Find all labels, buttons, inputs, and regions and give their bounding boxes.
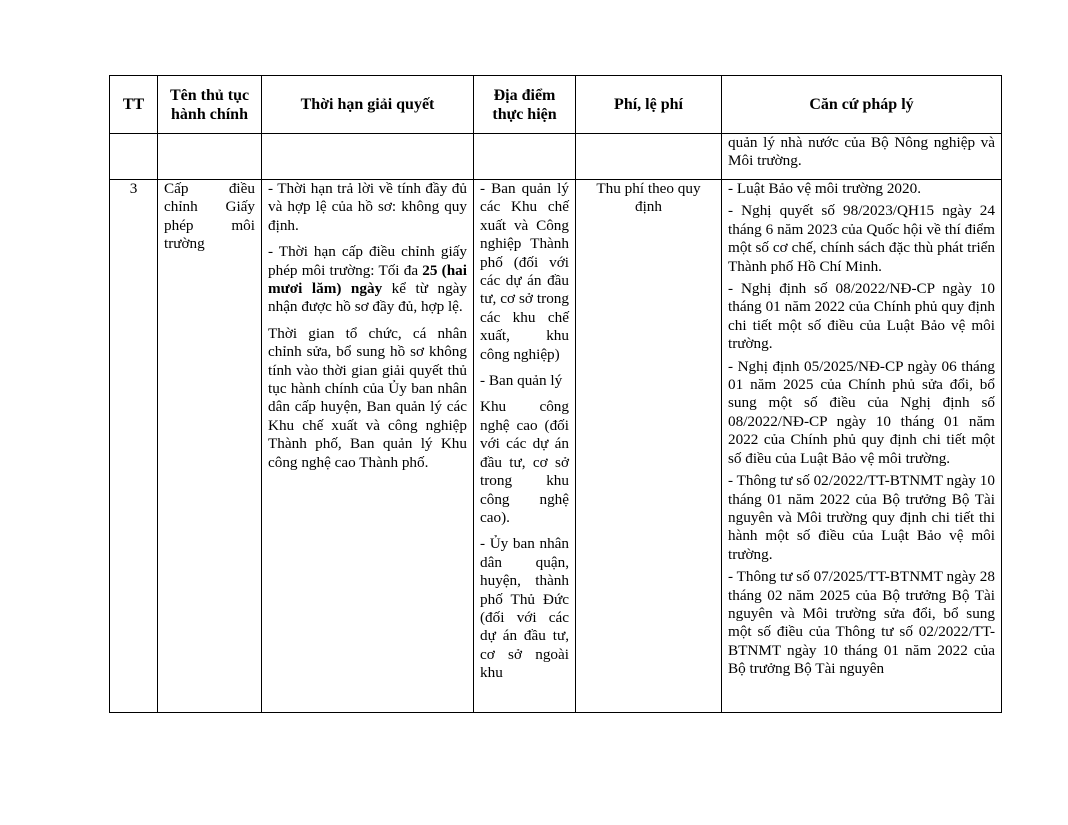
table-row	[110, 180, 1002, 713]
cell-fee	[576, 134, 722, 180]
time-text: kể từ ngày nhận được hồ sơ đầy đủ, hợp lệ.	[268, 280, 467, 316]
cell-tt	[110, 134, 158, 180]
location-paragraph: - Ban quản lý các Khu chế xuất và Công nghiệp Thành phố (đối với các dự án đầu tư, cơ sở trong các khu chế xuất, khu công nghiệp)	[480, 180, 569, 363]
cell-time	[262, 134, 474, 180]
procedure-table	[109, 75, 1002, 713]
cell-tt: 3	[110, 180, 158, 713]
header-location: Địa điểm thực hiện	[474, 76, 576, 134]
table-row-continued	[110, 134, 1002, 180]
time-paragraph: - Thời hạn trả lời về tính đầy đủ và hợp lệ của hồ sơ: không quy định.	[268, 180, 467, 234]
cell-place	[474, 134, 576, 180]
header-tt: TT	[110, 76, 158, 134]
location-paragraph: - Ban quản lý	[480, 372, 563, 390]
legal-paragraph: - Nghị định số 08/2022/NĐ-CP ngày 10 tháng 01 năm 2022 của Chính phủ quy định chi tiết một số điều của Luật Bảo vệ môi trường.	[728, 280, 995, 353]
time-paragraph	[268, 243, 467, 317]
location-paragraph: - Ủy ban nhân dân quận, huyện, thành phố Thủ Đức (đối với các dự án đầu tư, cơ sở ngoài khu	[480, 535, 569, 682]
legal-paragraph: - Luật Bảo vệ môi trường 2020.	[728, 180, 921, 197]
location-paragraph: Khu công nghệ cao (đối với các dự án đầu tư, cơ sở trong khu công nghệ cao).	[480, 398, 569, 526]
cell-location	[474, 180, 576, 713]
time-text: - Thời hạn cấp điều chỉnh giấy phép môi trường: Tối đa	[268, 243, 467, 279]
cell-procedure-name: Cấp điều chỉnh Giấy phép môi trường	[158, 180, 262, 713]
header-fee: Phí, lệ phí	[576, 76, 722, 134]
legal-paragraph: - Nghị quyết số 98/2023/QH15 ngày 24 tháng 6 năm 2023 của Quốc hội về thí điểm một số cơ chế, chính sách đặc thù phát triển Thành phố Hồ Chí Minh.	[728, 202, 995, 275]
header-legal-basis: Căn cứ pháp lý	[722, 76, 1002, 134]
header-processing-time: Thời hạn giải quyết	[262, 76, 474, 134]
legal-paragraph: - Thông tư số 07/2025/TT-BTNMT ngày 28 tháng 02 năm 2025 của Bộ trưởng Bộ Tài nguyên và Môi trường sửa đổi, bổ sung một số điều của Thông tư số 02/2022/TT-BTNMT ngày 10 tháng 01 năm 2022 của Bộ trưởng Bộ Tài nguyên	[728, 568, 995, 678]
cell-processing-time	[262, 180, 474, 713]
cell-name	[158, 134, 262, 180]
legal-paragraph: - Thông tư số 02/2022/TT-BTNMT ngày 10 tháng 01 năm 2022 của Bộ trưởng Bộ Tài nguyên và Môi trường quy định chi tiết thi hành một số điều của Luật Bảo vệ môi trường.	[728, 472, 995, 563]
header-row	[110, 76, 1002, 134]
header-procedure-name: Tên thủ tục hành chính	[158, 76, 262, 134]
time-paragraph: Thời gian tổ chức, cá nhân chỉnh sửa, bổ sung hồ sơ không tính vào thời gian giải quyết thủ tục hành chính của Ủy ban nhân dân cấp huyện, Ban quản lý các Khu chế xuất và công nghiệp Thành phố, Ban quản lý Khu công nghệ cao Thành phố.	[268, 324, 467, 471]
legal-paragraph: - Nghị định 05/2025/NĐ-CP ngày 06 tháng 01 năm 2025 của Chính phủ sửa đổi, bổ sung một số điều của Nghị định số 08/2022/NĐ-CP ngày 10 tháng 01 năm 2022 của Chính phủ quy định chi tiết một số điều của Luật Bảo vệ môi trường.	[728, 357, 995, 467]
cell-fee: Thu phí theo quy định	[576, 180, 722, 713]
cell-legal-basis	[722, 180, 1002, 713]
cell-legal: quản lý nhà nước của Bộ Nông nghiệp và Môi trường.	[722, 134, 1002, 180]
time-bold-text: 25 (hai mươi lăm) ngày	[268, 261, 467, 298]
